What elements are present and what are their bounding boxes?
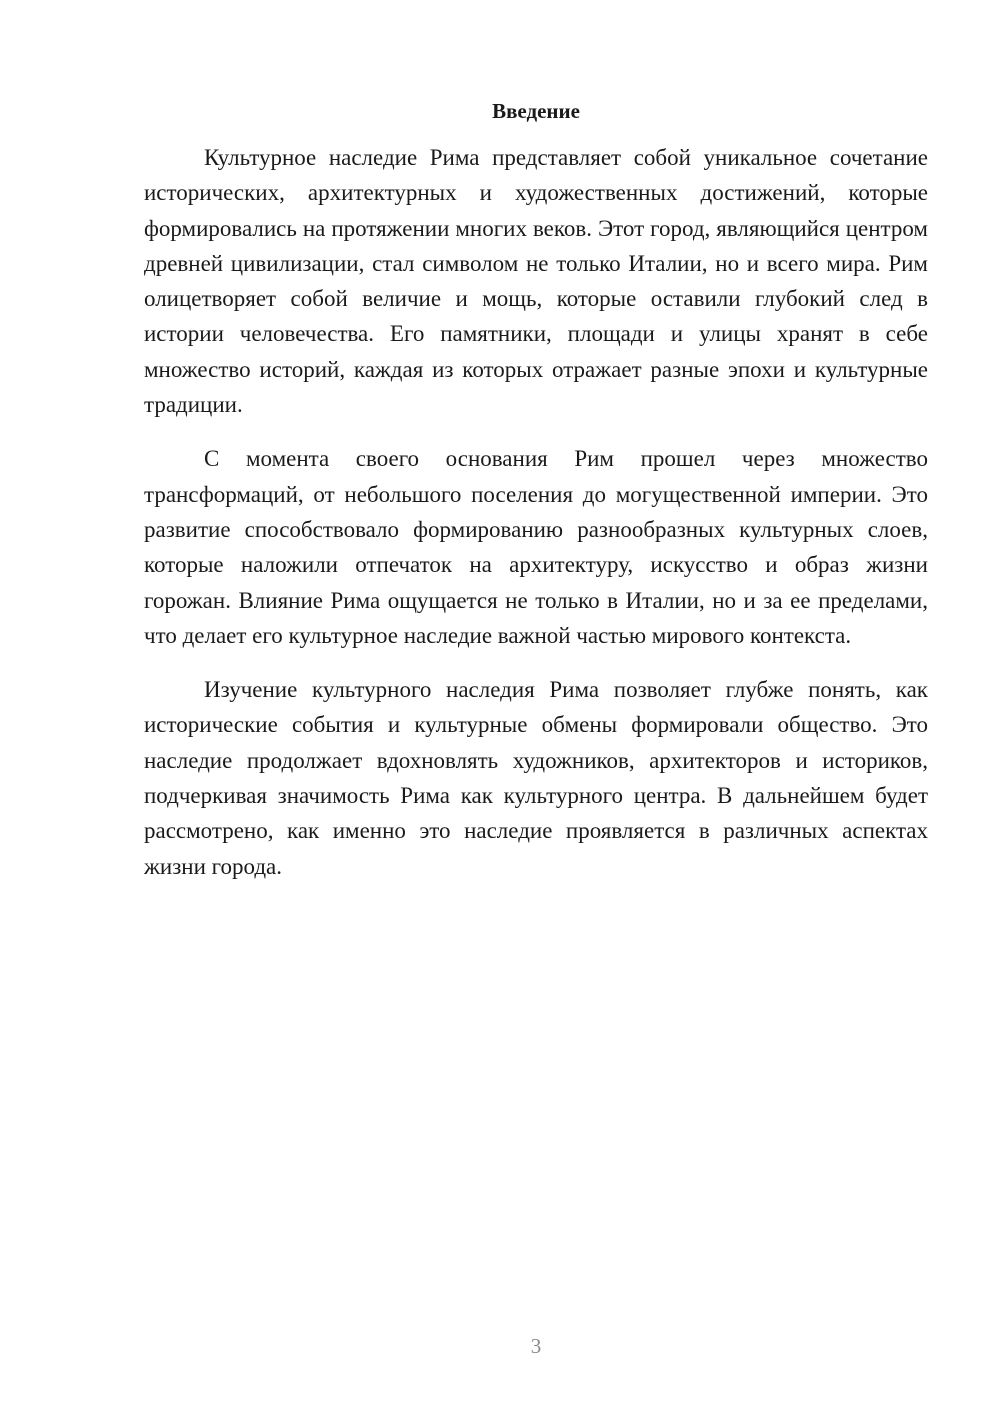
page-number: 3 xyxy=(530,1334,542,1358)
paragraph-2: С момента своего основания Рим прошел через множество трансформаций, от небольшого поселения до могущественной империи. Это развитие способствовало формированию разнообразных культурных слоев, которые наложили отпечаток на архитектуру, искусство и образ жизни горожан. Влияние Рима ощущается не только в Италии, но и за ее пределами, что делает его культурное наследие важной частью мирового контекста. xyxy=(144,446,928,648)
section-heading: Введение xyxy=(492,99,580,123)
paragraph-3: Изучение культурного наследия Рима позволяет глубже понять, как исторические события и культурные обмены формировали общество. Это наследие продолжает вдохновлять художников, архитекторов и историков, подчеркивая значимость Рима как культурного центра. В дальнейшем будет рассмотрено, как именно это наследие проявляется в различных аспектах жизни города. xyxy=(144,677,928,879)
page-content xyxy=(144,96,928,903)
paragraph-1: Культурное наследие Рима представляет собой уникальное сочетание исторических, архитектурных и художественных достижений, которые формировались на протяжении многих веков. Этот город, являющийся центром древней цивилизации, стал символом не только Италии, но и всего мира. Рим олицетворяет собой величие и мощь, которые оставили глубокий след в истории человечества. Его памятники, площади и улицы хранят в себе множество историй, каждая из которых отражает разные эпохи и культурные традиции. xyxy=(144,145,928,418)
